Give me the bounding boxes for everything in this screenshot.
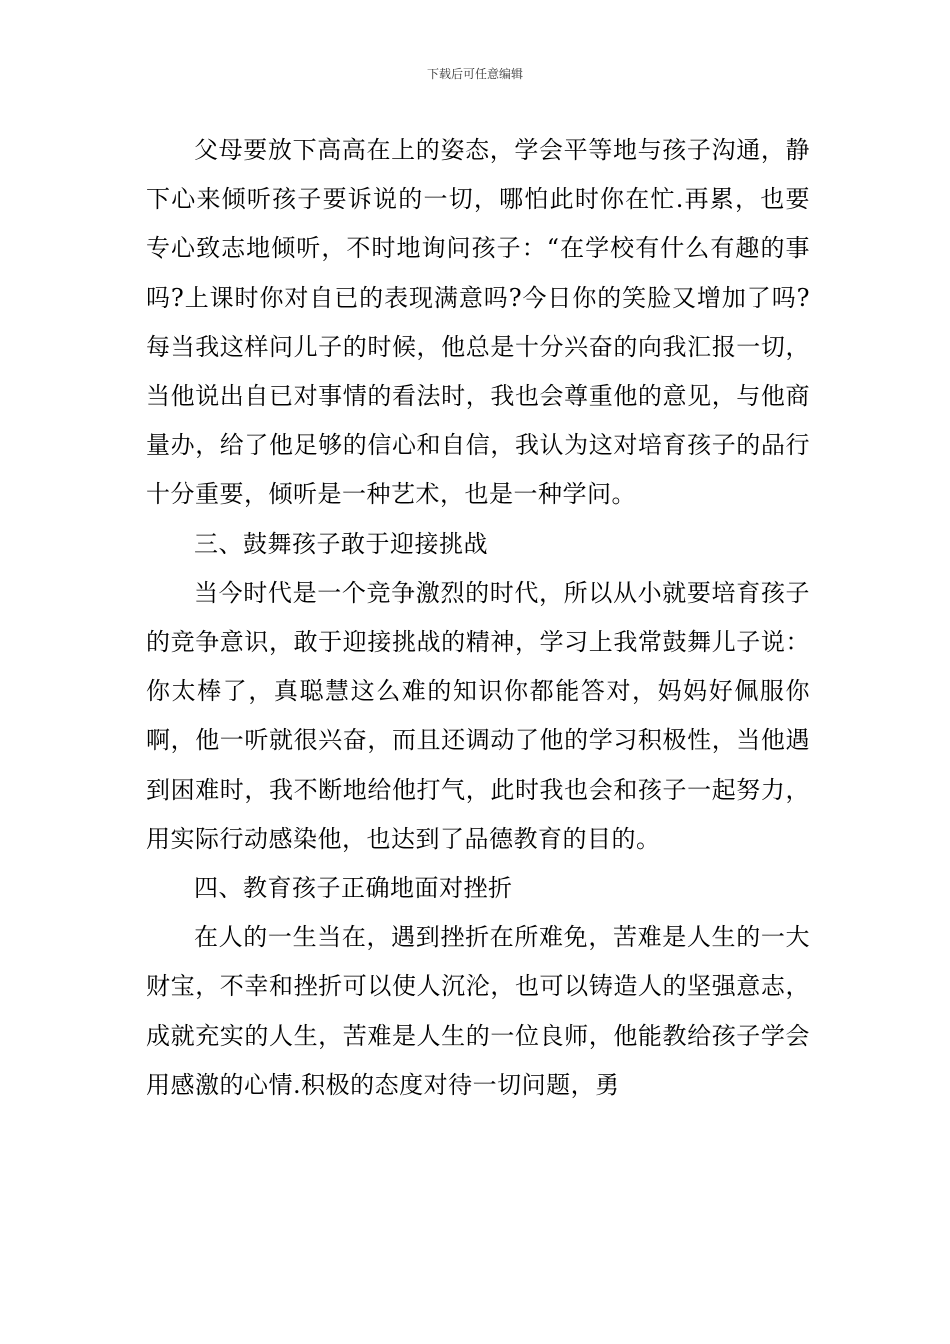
- page-header: 下载后可任意编辑: [426, 67, 523, 81]
- section-heading-three: 三、鼓舞孩子敢于迎接挑战: [194, 529, 488, 558]
- paragraph-challenge: 当今时代是一个竞争激烈的时代，所以从小就要培育孩子的竞争意识，敢于迎接挑战的精神，学习上我常鼓舞儿子说：你太棒了，真聪慧这么难的知识你都能答对，妈妈好佩服你啊，他一听就很兴奋，而且还调动了他的学习积极性，当他遇到困难时，我不断地给他打气，此时我也会和孩子一起努力，用实际行动感染他，也达到了品德教育的目的。: [146, 578, 810, 853]
- section-heading-four: 四、教育孩子正确地面对挫折: [194, 874, 513, 903]
- paragraph-listening: 父母要放下高高在上的姿态，学会平等地与孩子沟通，静下心来倾听孩子要诉说的一切，哪怕此时你在忙.再累，也要专心致志地倾听，不时地询问孩子：“在学校有什么有趣的事吗?上课时你对自已的表现满意吗?今日你的笑脸又增加了吗?每当我这样问儿子的时候，他总是十分兴奋的向我汇报一切，当他说出自已对事情的看法时，我也会尊重他的意见，与他商量办，给了他足够的信心和自信，我认为这对培育孩子的品行十分重要，倾听是一种艺术，也是一种学问。: [146, 136, 810, 509]
- document-body: [146, 126, 810, 1110]
- paragraph-setbacks: 在人的一生当在，遇到挫折在所难免，苦难是人生的一大财宝，不幸和挫折可以使人沉沦，也可以铸造人的坚强意志，成就充实的人生，苦难是人生的一位良师，他能教给孩子学会用感激的心情.积极的态度对待一切问题，勇: [146, 923, 810, 1099]
